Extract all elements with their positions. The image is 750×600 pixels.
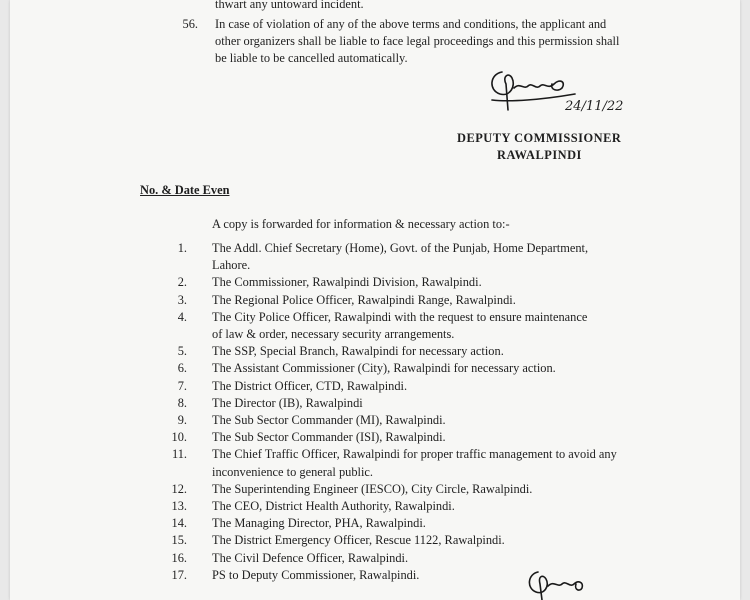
document-page xyxy=(10,0,740,600)
recipient-line: Lahore. xyxy=(212,258,251,273)
clause-number: 56. xyxy=(182,17,198,31)
recipient-line: The Assistant Commissioner (City), Rawalpindi for necessary action. xyxy=(212,361,556,376)
recipient-line: The Sub Sector Commander (MI), Rawalpindi. xyxy=(212,413,446,427)
recipient-number: 11. xyxy=(171,447,187,462)
recipient-line: The District Officer, CTD, Rawalpindi. xyxy=(212,378,408,393)
recipient-number: 16. xyxy=(171,550,187,565)
clause-line-3: be liable to be cancelled automatically. xyxy=(215,51,408,65)
recipient-number: 13. xyxy=(171,499,187,513)
recipient-line: PS to Deputy Commissioner, Rawalpindi. xyxy=(212,567,420,582)
signature-date: 24/11/22 xyxy=(565,99,624,114)
recipient-line: The Managing Director, PHA, Rawalpindi. xyxy=(212,516,426,531)
clause-line-1: In case of violation of any of the above terms and conditions, the applicant and xyxy=(215,17,607,31)
recipient-line: The Regional Police Officer, Rawalpindi Range, Rawalpindi. xyxy=(212,292,516,307)
top-fragment-text: thwart any untoward incident. xyxy=(215,0,364,11)
intro-text: A copy is forwarded for information & necessary action to:- xyxy=(212,217,510,231)
recipient-number: 5. xyxy=(177,344,187,359)
recipient-number: 8. xyxy=(177,395,187,410)
signatory-place: RAWALPINDI xyxy=(497,148,582,162)
signatory-title: DEPUTY COMMISSIONER xyxy=(457,131,622,145)
recipient-line: The Chief Traffic Officer, Rawalpindi for proper traffic management to avoid any xyxy=(212,447,617,462)
recipient-number: 1. xyxy=(177,241,187,255)
recipient-number: 2. xyxy=(177,275,187,290)
recipient-line: The District Emergency Officer, Rescue 1122, Rawalpindi. xyxy=(212,533,505,548)
recipient-number: 7. xyxy=(177,378,187,393)
recipient-line: The Civil Defence Officer, Rawalpindi. xyxy=(212,550,409,565)
bottom-signature-mark xyxy=(520,562,600,600)
recipient-number: 10. xyxy=(171,430,187,445)
recipient-number: 12. xyxy=(171,481,187,496)
recipient-number: 14. xyxy=(171,516,187,531)
recipient-line: The Commissioner, Rawalpindi Division, Rawalpindi. xyxy=(212,275,482,290)
recipient-number: 17. xyxy=(171,567,187,582)
recipient-number: 6. xyxy=(177,361,187,376)
clause-line-2: other organizers shall be liable to face legal proceedings and this permission shall xyxy=(215,34,620,48)
reference-line: No. & Date Even xyxy=(140,183,230,197)
recipient-number: 15. xyxy=(171,533,187,548)
recipient-number: 9. xyxy=(177,413,187,427)
recipient-line: The CEO, District Health Authority, Rawalpindi. xyxy=(212,499,455,513)
recipient-line: The SSP, Special Branch, Rawalpindi for necessary action. xyxy=(212,344,504,359)
recipient-line: inconvenience to general public. xyxy=(212,464,374,479)
recipient-line: The Addl. Chief Secretary (Home), Govt. of the Punjab, Home Department, xyxy=(212,241,589,255)
recipient-number: 4. xyxy=(177,309,187,324)
recipient-line: The Sub Sector Commander (ISI), Rawalpindi. xyxy=(212,430,446,445)
recipient-number: 3. xyxy=(177,292,187,307)
recipient-line: The City Police Officer, Rawalpindi with the request to ensure maintenance xyxy=(212,309,588,324)
recipient-line: The Director (IB), Rawalpindi xyxy=(212,395,363,410)
recipient-line: of law & order, necessary security arrangements. xyxy=(212,327,455,341)
recipient-line: The Superintending Engineer (IESCO), City Circle, Rawalpindi. xyxy=(212,481,533,496)
